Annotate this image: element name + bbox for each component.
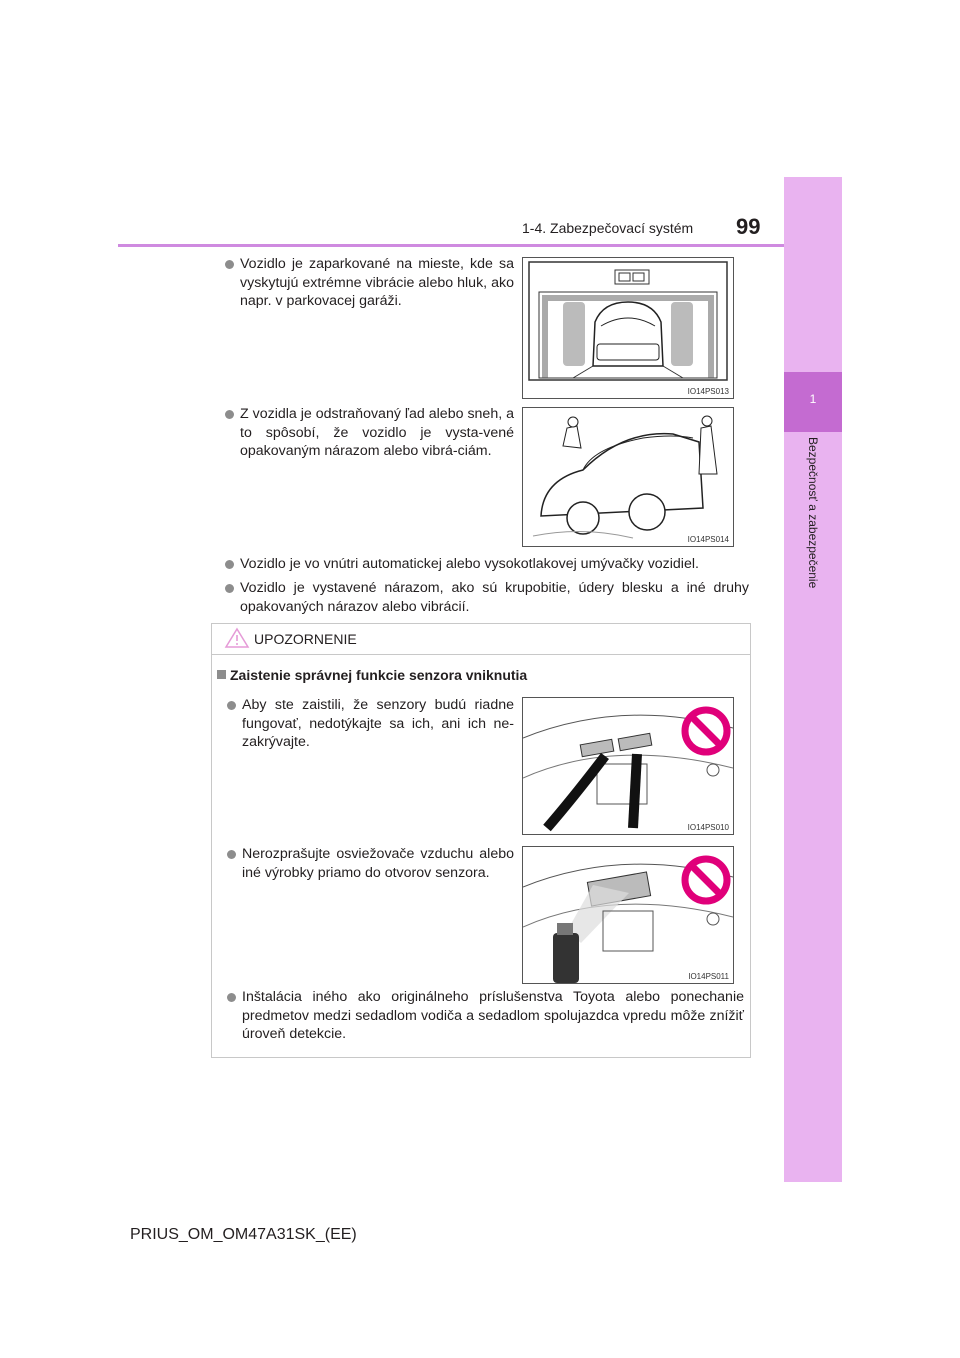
bullet-dot-icon <box>225 260 234 269</box>
caution-bullet <box>227 845 514 882</box>
bullet-item <box>225 405 514 461</box>
prohibited-sign-icon <box>681 706 731 761</box>
prohibited-sign-icon <box>681 855 731 910</box>
bullet-text: Z vozidla je odstraňovaný ľad alebo sneh, a to spôsobí, že vozidlo je vysta-vené opakovaným nárazom alebo vibrá-ciám. <box>240 406 514 459</box>
bullet-dot-icon <box>225 560 234 569</box>
sensor-touch-prohibited-illustration <box>522 697 734 835</box>
header-rule <box>118 244 784 247</box>
bullet-text: Vozidlo je zaparkované na mieste, kde sa vyskytujú extrémne vibrácie alebo hluk, ako napr. v parkovacej garáži. <box>240 256 514 309</box>
caution-subheading-text: Zaistenie správnej funkcie senzora vniknutia <box>230 667 528 683</box>
caution-bullet <box>227 696 514 752</box>
bullet-item <box>225 579 749 616</box>
bullet-text: Aby ste zaistili, že senzory budú riadne fungovať, nedotýkajte sa ich, ani ich ne-zakrývajte. <box>242 697 514 750</box>
caution-title: UPOZORNENIE <box>254 631 357 647</box>
bullet-dot-icon <box>225 584 234 593</box>
bullet-item <box>225 555 749 574</box>
car-wash-illustration <box>522 257 734 399</box>
bullet-dot-icon <box>225 410 234 419</box>
bullet-item <box>225 255 514 311</box>
side-tab-label: Bezpečnosť a zabezpečenie <box>806 437 820 589</box>
illustration-code: IO14PS014 <box>687 535 729 544</box>
square-bullet-icon <box>217 670 226 679</box>
bullet-text: Nerozprašujte osviežovače vzduchu alebo iné výrobky priamo do otvorov senzora. <box>242 846 514 881</box>
illustration-code: IO14PS010 <box>687 823 729 832</box>
bullet-text: Vozidlo je vo vnútri automatickej alebo vysokotlakovej umývačky vozidiel. <box>240 556 699 572</box>
section-title: 1-4. Zabezpečovací systém <box>522 220 694 236</box>
warning-triangle-icon <box>224 627 250 654</box>
side-tab-number: 1 <box>809 392 817 406</box>
illustration-code: IO14PS013 <box>687 387 729 396</box>
side-tab-strip <box>784 177 842 1182</box>
document-footer-code: PRIUS_OM_OM47A31SK_(EE) <box>130 1226 357 1243</box>
bullet-dot-icon <box>227 701 236 710</box>
bullet-dot-icon <box>227 850 236 859</box>
caution-bullet <box>227 988 744 1044</box>
bullet-text: Inštalácia iného ako originálneho príslušenstva Toyota alebo ponechanie predmetov medzi sedadlom vodiča a sedadlom spolujazdca vpredu môže znížiť úroveň detekcie. <box>242 989 744 1042</box>
bullet-text: Vozidlo je vystavené nárazom, ako sú krupobitie, údery blesku a iné druhy opakovaných nárazov alebo vibrácií. <box>240 580 749 615</box>
page-number: 99 <box>736 214 761 239</box>
bullet-dot-icon <box>227 993 236 1002</box>
snow-removal-illustration <box>522 407 734 547</box>
caution-divider <box>211 654 750 655</box>
caution-subheading <box>217 667 527 683</box>
air-freshener-prohibited-illustration <box>522 846 734 984</box>
illustration-code: IO14PS011 <box>688 972 729 981</box>
